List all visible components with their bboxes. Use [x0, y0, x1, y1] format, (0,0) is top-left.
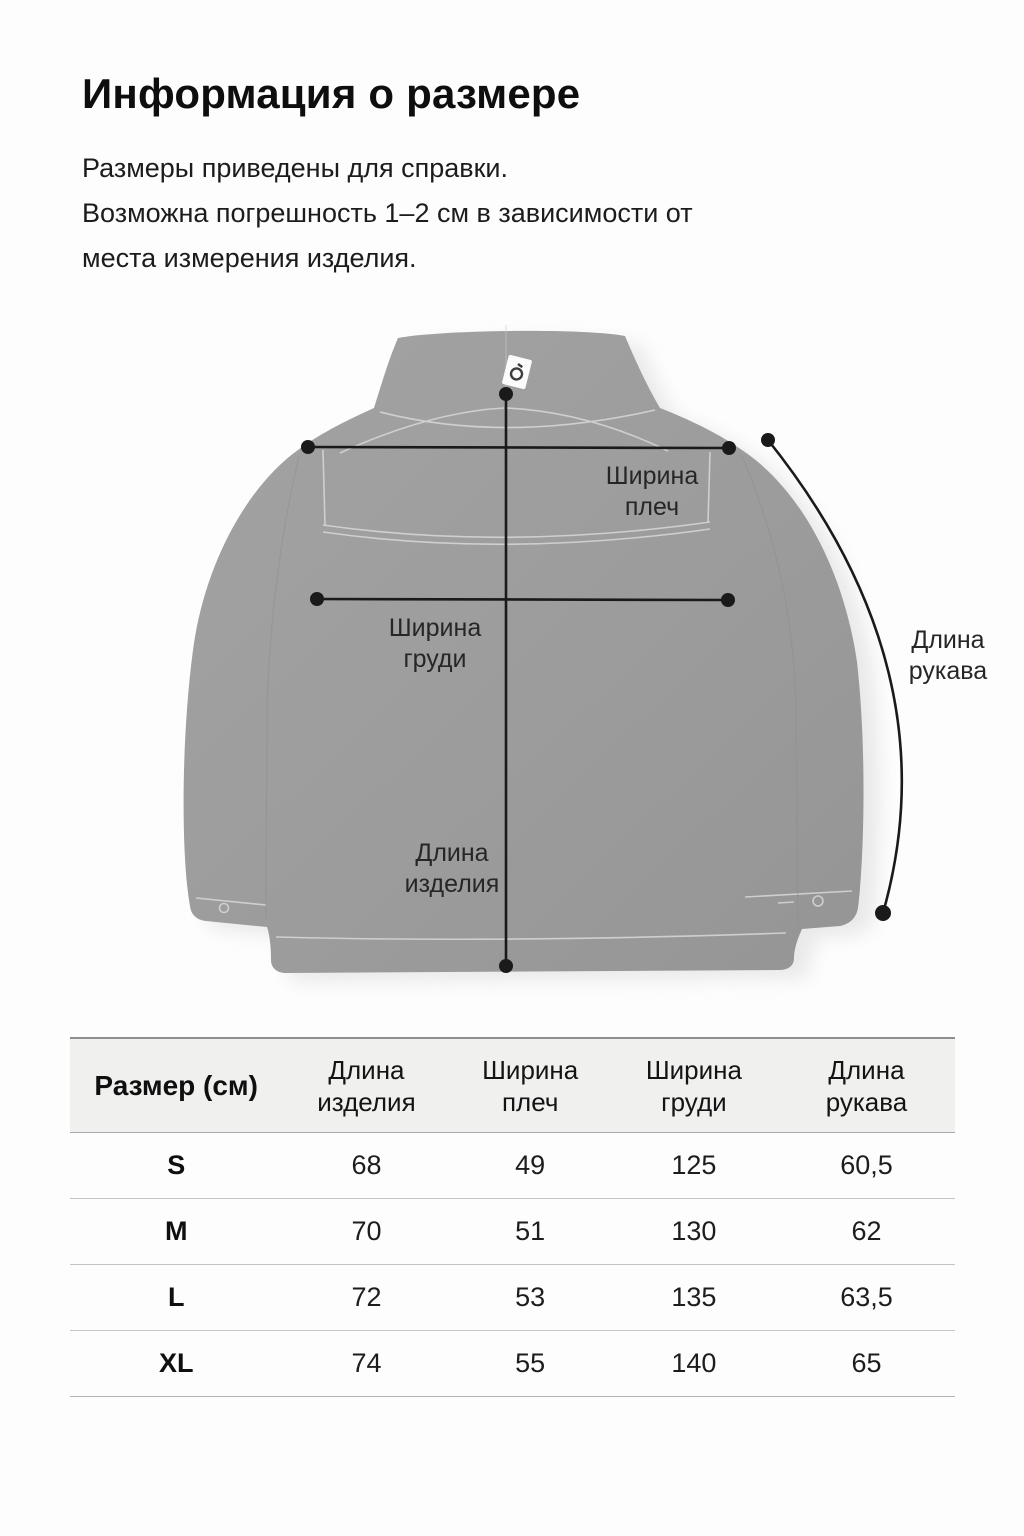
table-row-m: M 70 51 130 62	[70, 1199, 955, 1265]
note-line: Возможна погрешность 1–2 см в зависимости от	[82, 198, 693, 228]
chest-width-line	[317, 599, 728, 600]
table-row-s: S 68 49 125 60,5	[70, 1133, 955, 1199]
jacket-measurement-diagram	[0, 320, 1024, 1000]
label-sleeve-length: Длина рукава	[908, 626, 988, 685]
note-line: места измерения изделия.	[82, 243, 417, 273]
header-item-length: Длина изделия	[317, 1054, 416, 1117]
size-note	[82, 146, 693, 281]
table-row-xl: XL 74 55 140 65	[158, 1348, 882, 1378]
size-table-header-row	[70, 1039, 955, 1133]
label-chest-width: Ширина груди	[388, 614, 482, 673]
header-shoulder-width: Ширина плеч	[482, 1054, 579, 1117]
label-shoulder-width: Ширина плеч	[605, 462, 699, 521]
header-size: Размер (см)	[94, 1069, 258, 1101]
table-row-l: L 72 53 135 63,5	[70, 1265, 955, 1331]
size-table	[70, 1037, 955, 1397]
page-title: Информация о размере	[82, 70, 581, 117]
label-item-length: Длина изделия	[404, 839, 500, 898]
header-sleeve-length: Длина рукава	[825, 1054, 908, 1117]
note-line: Размеры приведены для справки.	[82, 153, 509, 183]
header-chest-width: Ширина груди	[645, 1054, 742, 1117]
shoulder-width-line	[308, 447, 729, 448]
